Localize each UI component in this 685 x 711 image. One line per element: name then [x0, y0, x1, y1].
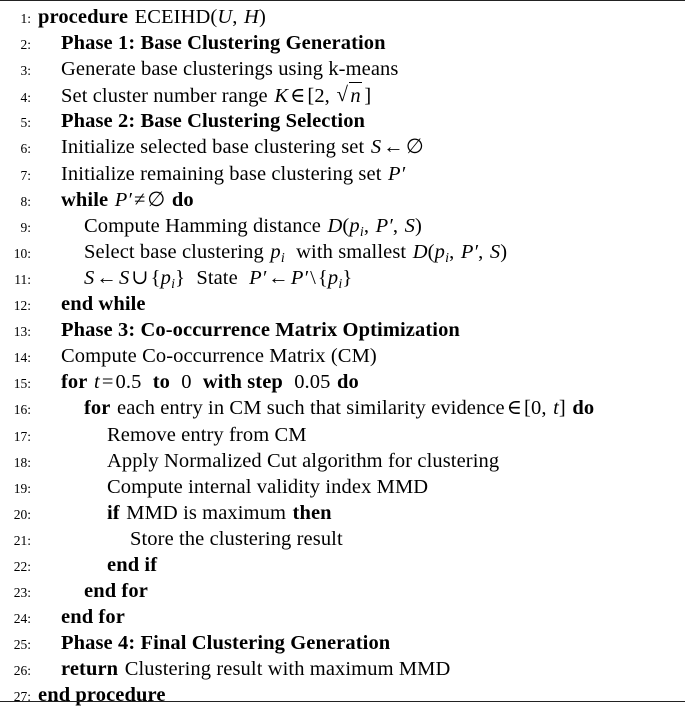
line-number: 10:	[13, 245, 31, 261]
func-d: D	[412, 240, 428, 263]
line-20-text: MMD is maximum	[126, 501, 286, 524]
assign-arrow: ←	[96, 266, 117, 289]
prime-symbol: ′	[303, 266, 309, 289]
paren-close: )	[500, 240, 508, 263]
subscript-i: i	[280, 250, 285, 266]
line-number: 7:	[20, 167, 31, 183]
line-code	[38, 552, 685, 578]
line-number: 13:	[13, 324, 31, 340]
keyword-to: to	[152, 371, 170, 394]
line-code	[38, 4, 685, 30]
bracket-open: [	[524, 397, 531, 420]
keyword-if: if	[107, 501, 120, 524]
line-number: 19:	[13, 480, 31, 496]
var-p: p	[434, 240, 445, 263]
bracket-close: ]	[558, 397, 566, 420]
var-p-prime: P	[460, 240, 474, 263]
line-number: 16:	[13, 402, 31, 418]
var-p: p	[270, 240, 281, 263]
comma: ,	[392, 214, 399, 237]
comma: ,	[232, 6, 238, 28]
var-k: K	[274, 85, 289, 108]
var-n: n	[349, 82, 362, 109]
line-10-text-a: Select base clustering	[84, 240, 264, 263]
keyword-for: for	[61, 371, 88, 394]
keyword-while: while	[61, 188, 109, 211]
line-code	[38, 474, 685, 500]
keyword-end-for: end for	[84, 580, 148, 603]
phase-2-heading: Phase 2: Base Clustering Selection	[61, 110, 366, 133]
comma: ,	[324, 85, 330, 108]
keyword-end-for: end for	[61, 606, 125, 629]
line-number: 21:	[13, 532, 31, 548]
union-symbol: ∪	[131, 266, 149, 289]
loop-step-value: 0.05	[294, 371, 331, 394]
line-code	[38, 422, 685, 448]
line-code	[38, 187, 685, 213]
arg-u: U	[217, 6, 233, 28]
line-code	[38, 448, 685, 474]
line-7-text: Initialize remaining base clustering set	[61, 162, 382, 185]
keyword-end-while: end while	[61, 293, 146, 316]
state-word: State	[196, 266, 238, 289]
algorithm-line-11	[0, 265, 685, 291]
line-number: 1:	[20, 11, 31, 26]
phase-4-heading: Phase 4: Final Clustering Generation	[61, 632, 391, 655]
line-code	[38, 630, 685, 656]
line-number: 17:	[13, 428, 31, 444]
var-t: t	[553, 397, 559, 420]
algorithm-line-8	[0, 187, 685, 213]
arg-h: H	[244, 6, 259, 28]
line-number: 26:	[13, 663, 31, 679]
line-code	[38, 526, 685, 552]
line-18-text: Apply Normalized Cut algorithm for clustering	[107, 449, 500, 472]
line-code	[38, 395, 685, 421]
line-code	[38, 682, 685, 708]
var-p: p	[349, 214, 360, 237]
algorithm-line-list	[0, 4, 685, 709]
algorithm-line-2	[0, 30, 685, 56]
paren-open: (	[210, 6, 218, 28]
line-code	[38, 604, 685, 630]
algorithm-line-24	[0, 604, 685, 630]
line-code	[38, 56, 685, 82]
keyword-do: do	[171, 188, 194, 211]
var-s: S	[84, 266, 95, 289]
assign-arrow: ←	[268, 266, 289, 289]
var-s: S	[118, 266, 130, 289]
assign-arrow: ←	[383, 136, 404, 159]
line-number: 24:	[13, 611, 31, 627]
line-number: 2:	[20, 37, 31, 53]
phase-3-heading: Phase 3: Co-occurrence Matrix Optimization	[61, 319, 460, 342]
line-number: 23:	[13, 585, 31, 601]
subscript-i: i	[171, 276, 176, 292]
range-lower: 0	[530, 397, 542, 420]
algorithm-line-9	[0, 213, 685, 239]
prime-symbol: ′	[400, 162, 406, 185]
var-p-prime: P	[375, 214, 389, 237]
line-21-text: Store the clustering result	[130, 527, 343, 550]
var-p: p	[160, 266, 171, 289]
keyword-return: return	[61, 658, 119, 681]
element-of-symbol: ∈	[506, 397, 523, 420]
line-code	[38, 30, 685, 56]
algorithm-top-rule	[0, 0, 685, 1]
equals-symbol: =	[101, 371, 114, 394]
line-number: 18:	[13, 454, 31, 470]
range-lower: 2	[314, 85, 325, 108]
keyword-do: do	[572, 397, 595, 420]
algorithm-line-25	[0, 630, 685, 656]
line-number: 22:	[13, 558, 31, 574]
keyword-end-procedure: end procedure	[38, 684, 166, 707]
subscript-i: i	[338, 276, 343, 292]
algorithm-line-1	[0, 4, 685, 30]
line-number: 12:	[13, 298, 31, 314]
line-number: 20:	[13, 506, 31, 522]
var-s: S	[370, 136, 382, 159]
prime-symbol: ′	[388, 214, 393, 237]
algorithm-line-6	[0, 134, 685, 160]
paren-open: (	[427, 240, 435, 263]
algorithm-line-12	[0, 291, 685, 317]
brace-open: {	[317, 266, 328, 289]
line-number: 5:	[20, 115, 31, 131]
sqrt-n	[336, 82, 364, 109]
keyword-procedure: procedure	[38, 6, 129, 28]
algorithm-line-27	[0, 682, 685, 708]
algorithm-line-3	[0, 56, 685, 82]
paren-open: (	[342, 214, 350, 237]
keyword-with-step: with step	[202, 371, 283, 394]
line-code	[38, 82, 685, 109]
algorithm-line-20	[0, 500, 685, 526]
line-14-text: Compute Co-occurrence Matrix (CM)	[61, 345, 377, 368]
comma: ,	[363, 214, 370, 237]
var-p-prime: P	[290, 266, 304, 289]
line-code	[38, 108, 685, 134]
line-16-text: each entry in CM such that similarity evidence	[117, 397, 505, 420]
line-code	[38, 317, 685, 343]
line-number: 6:	[20, 141, 31, 157]
keyword-for: for	[84, 397, 111, 420]
prime-symbol: ′	[473, 240, 479, 263]
line-code	[38, 369, 685, 395]
keyword-then: then	[292, 501, 332, 524]
func-d: D	[327, 214, 343, 237]
procedure-name: ECEIHD	[134, 6, 211, 28]
prime-symbol: ′	[127, 188, 132, 211]
algorithm-line-16	[0, 395, 685, 421]
bracket-open: [	[307, 85, 315, 108]
algorithm-line-21	[0, 526, 685, 552]
algorithm-line-18	[0, 448, 685, 474]
subscript-i: i	[445, 250, 450, 266]
empty-set-symbol: ∅	[405, 136, 424, 159]
var-p: P	[114, 188, 128, 211]
element-of-symbol: ∈	[290, 85, 306, 108]
line-code	[38, 134, 685, 160]
line-code	[38, 500, 685, 526]
brace-close: }	[342, 266, 353, 289]
var-s: S	[404, 214, 416, 237]
algorithm-bottom-rule	[0, 701, 685, 702]
line-number: 27:	[13, 689, 31, 705]
loop-end-value: 0	[181, 371, 192, 394]
brace-open: {	[150, 266, 161, 289]
line-number: 11:	[14, 271, 31, 287]
paren-close: )	[258, 6, 266, 28]
line-code	[38, 291, 685, 317]
line-number: 8:	[20, 193, 31, 209]
var-p-prime: P	[249, 266, 262, 289]
paren-close: )	[415, 214, 422, 237]
var-p: P	[388, 162, 401, 185]
line-19-text: Compute internal validity index MMD	[107, 475, 429, 498]
algorithm-line-26	[0, 656, 685, 682]
algorithm-line-10	[0, 239, 685, 265]
var-s: S	[489, 240, 501, 263]
line-3-text: Generate base clusterings using k-means	[61, 58, 399, 81]
comma: ,	[541, 397, 547, 420]
not-equal-symbol: ≠	[133, 188, 146, 211]
algorithm-line-4	[0, 82, 685, 108]
brace-close: }	[175, 266, 186, 289]
line-number: 4:	[20, 90, 31, 106]
keyword-do: do	[337, 371, 359, 394]
line-code	[38, 343, 685, 369]
line-number: 9:	[20, 219, 31, 235]
line-number: 3:	[20, 63, 31, 79]
loop-start-value: 0.5	[115, 371, 142, 394]
algorithm-line-19	[0, 474, 685, 500]
line-4-text: Set cluster number range	[61, 85, 268, 108]
var-p: p	[327, 266, 339, 289]
line-26-text: Clustering result with maximum MMD	[124, 658, 451, 681]
var-t: t	[94, 371, 100, 394]
keyword-end-if: end if	[107, 553, 158, 576]
phase-1-heading: Phase 1: Base Clustering Generation	[61, 32, 386, 55]
empty-set-symbol: ∅	[147, 188, 166, 211]
set-minus-symbol: \	[310, 266, 316, 289]
line-10-text-b: with smallest	[296, 240, 407, 263]
line-number: 14:	[13, 350, 31, 366]
algorithm-line-14	[0, 343, 685, 369]
algorithm-line-13	[0, 317, 685, 343]
line-code	[38, 161, 685, 187]
line-code	[38, 656, 685, 682]
subscript-i: i	[359, 224, 364, 240]
line-code	[38, 578, 685, 604]
prime-symbol: ′	[261, 266, 267, 289]
algorithm-line-5	[0, 108, 685, 134]
comma: ,	[449, 240, 455, 263]
comma: ,	[478, 240, 484, 263]
line-number: 25:	[13, 637, 31, 653]
algorithm-line-7	[0, 161, 685, 187]
line-17-text: Remove entry from CM	[107, 423, 307, 446]
algorithm-line-15	[0, 369, 685, 395]
algorithm-line-22	[0, 552, 685, 578]
bracket-close: ]	[364, 85, 372, 108]
line-number: 15:	[13, 376, 31, 392]
line-9-text: Compute Hamming distance	[84, 214, 321, 237]
line-6-text: Initialize selected base clustering set	[61, 136, 365, 159]
algorithm-line-23	[0, 578, 685, 604]
algorithm-line-17	[0, 422, 685, 448]
